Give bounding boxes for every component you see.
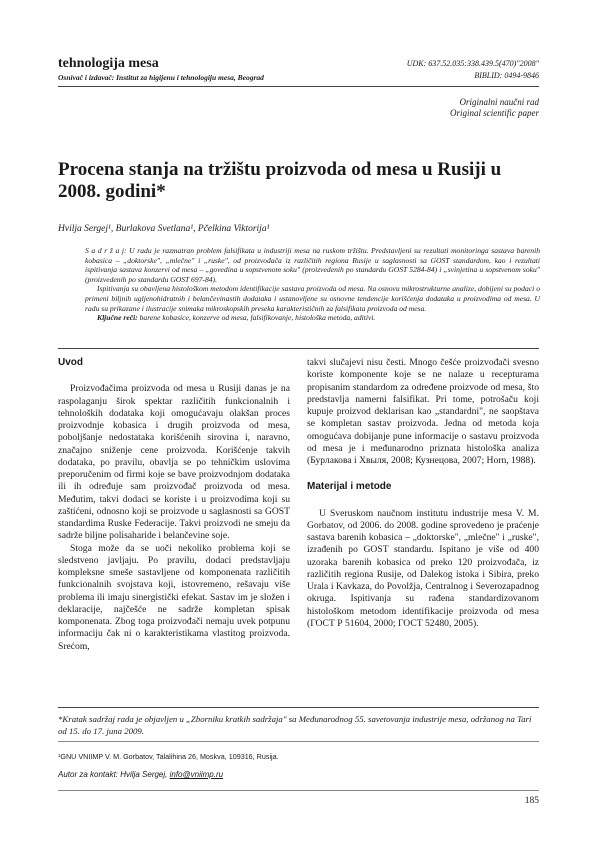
author-list: Hvilja Sergej¹, Burlakova Svetlana¹, Pčelkina Viktorija¹ [58, 224, 270, 234]
paper-type-sr: Originalni naučni rad [459, 97, 539, 107]
section-heading-intro: Uvod [58, 357, 83, 368]
keywords [85, 313, 540, 323]
page-number: 185 [524, 796, 539, 806]
spacer [307, 494, 539, 508]
udk-code: UDK: 637.52.035:338.439.5(470)"2008" [406, 59, 539, 68]
contact-email-link[interactable]: info@vniimp.ru [169, 770, 224, 779]
keywords-label: Ključne reči: [97, 313, 138, 323]
body-paragraph: takvi slučajevi nisu česti. Mnogo češće proizvođači svesno koriste komponente koje se ne nalaze u recepturama propisanim standardom za određene proizvode od mesa, što predstavlja namerni falsifikat. Pri tome, potrošaču koji kupuje proizvod deklarisan kao „standardni", ne saopštava se kompletan sastav proizvoda. Jedna od metoda koja omogućava dobijanje pune informacije o sastavu proizvoda od mesa je i međunarodno priznata histološka analiza (Бурлакова i Хвыля, 2008; Кузнецова, 2007; Horn, 1988). [307, 357, 539, 466]
body-paragraph: U Sveruskom naučnom institutu industrije mesa V. M. Gorbatov, od 2006. do 2008. godine sprovedeno je praćenje sastava barenih kobasica – „doktorske", „mlečne" i „ruske", izrađenih po GOST standardu. Ispitano je više od 400 uzoraka barenih kobasica od preko 120 proizvođača, iz različitih regiona Rusije, od Dalekog istoka i Sibira, preko Urala i Kavkaza, do Povolžja, Centralnog i Severozapadnog okruga. Ispitivanja su rađena standardizovanom histološkom metodom identifikacije proizvoda od mesa (ГОСТ Р 51604, 2000; ГОСТ 52480, 2005). [307, 507, 539, 629]
article-title: Procena stanja na tržištu proizvoda od mesa u Rusiji u 2008. godini* [58, 159, 502, 202]
publisher-line: Osnivač i izdavač: Institut za higijenu i tehnologiju mesa, Beograd [58, 73, 264, 82]
footer-divider [58, 790, 539, 791]
journal-name: tehnologija mesa [58, 56, 159, 71]
right-column [307, 357, 539, 630]
footnote-divider-secondary [58, 741, 539, 742]
footnote-divider [58, 707, 539, 708]
biblid-code: BIBLID: 0494-9846 [474, 71, 539, 80]
paper-type-en: Original scientific paper [450, 108, 539, 118]
footnote-affiliation: ¹GNU VNIIMP V. M. Gorbatov, Talalihina 26, Moskva, 109316, Rusija. [58, 752, 279, 761]
keywords-text: barene kobasice, konzerve od mesa, falsifikovanje, histološka metoda, aditivi. [137, 313, 376, 323]
abstract-divider [58, 348, 539, 349]
abstract-paragraph: S a d r ž a j: U radu je razmatran problem falsifikata u industriji mesa na ruskom tržištu. Predstavljeni su rezultati monitoringa sastava barenih kobasica – „doktorske", „mlečne" i „ruske", od proizvođača iz različitih regiona Rusije u saglasnosti sa GOST standardom, kao i rezultati ispitivanja sastava konzervi od mesa – „govedina u sopstvenom soku" (proizvedenih po standardu GOST 5284-84) i „svinjetina u sopstvenom soku" (proizvedenih po standardu GOST 697-84). [85, 246, 540, 284]
abstract [85, 246, 540, 323]
footnote-summary: *Kratak sadržaj rada je objavljen u „Zborniku kratkih sadržaja" sa Međunarodnog 55. savetovanja industrije mesa, održanog na Tari od 15. do 17. juna 2009. [58, 714, 532, 736]
contact-label: Autor za kontakt: Hvilja Sergej, [58, 770, 170, 779]
spacer [58, 369, 290, 383]
footnote-contact [58, 770, 223, 779]
left-column [58, 357, 290, 653]
body-paragraph: Stoga može da se uoči nekoliko problema koji se sledstveno javljaju. Po pravilu, dodaci predstavljaju kompleksne smeše sastavljene od komponenata različitih funkcionalnih svojstava koji, istovremeno, rešavaju više problema ili imaju sinergistički efekat. Sastav im je složen i deklaracije, najčešće ne sadrže kompletan spisak komponenata. Zbog toga proizvođači nemaju uvek potpunu informaciju čak ni o karakteristikama vlastitog proizvoda. Srećom, [58, 542, 290, 652]
body-paragraph: Proizvođačima proizvoda od mesa u Rusiji danas je na raspolaganju širok spektar različitih funkcionalnih i tehnoloških dodataka koji omogućavaju olakšan proces proizvodnje kobasica i drugih proizvoda od mesa, poboljšanje nedostataka korišćenih sirovina i, naravno, značajno sniženje cene proizvoda. Korišćenje takvih dodataka, po pravilu, obavlja se po tehničkim uslovima preporučenim od firmi koje se bave proizvodnjom dodataka ili ih određuje sam proizvođač proizvoda od mesa. Međutim, takvi dodaci se koriste i u proizvodima koji su zaštićeni, odnosno koji se proizvode u saglasnosti sa GOST standardima Ruske Federacije. Takvi proizvodi ne smeju da sadrže biljne polisaharide i belančevine soje. [58, 383, 290, 542]
header-divider [58, 86, 539, 87]
abstract-paragraph: Ispitivanja su obavljena histološkom metodom identifikacije sastava proizvoda od mesa. Na osnovu mikrostrukturne analize, dobijeni su podaci o primeni biljnih ugljenohidratnih i belančevinastih dodataka i ustanovljene su osnovne tendencije korišćenja dodataka u proizvodima od mesa. U radu su prikazane i ilustracije snimaka mikroskopskih preseka karakterističnih za falsifikata proizvoda od mesa. [85, 284, 540, 313]
section-heading-methods: Materijal i metode [307, 481, 392, 493]
spacer [307, 467, 539, 481]
